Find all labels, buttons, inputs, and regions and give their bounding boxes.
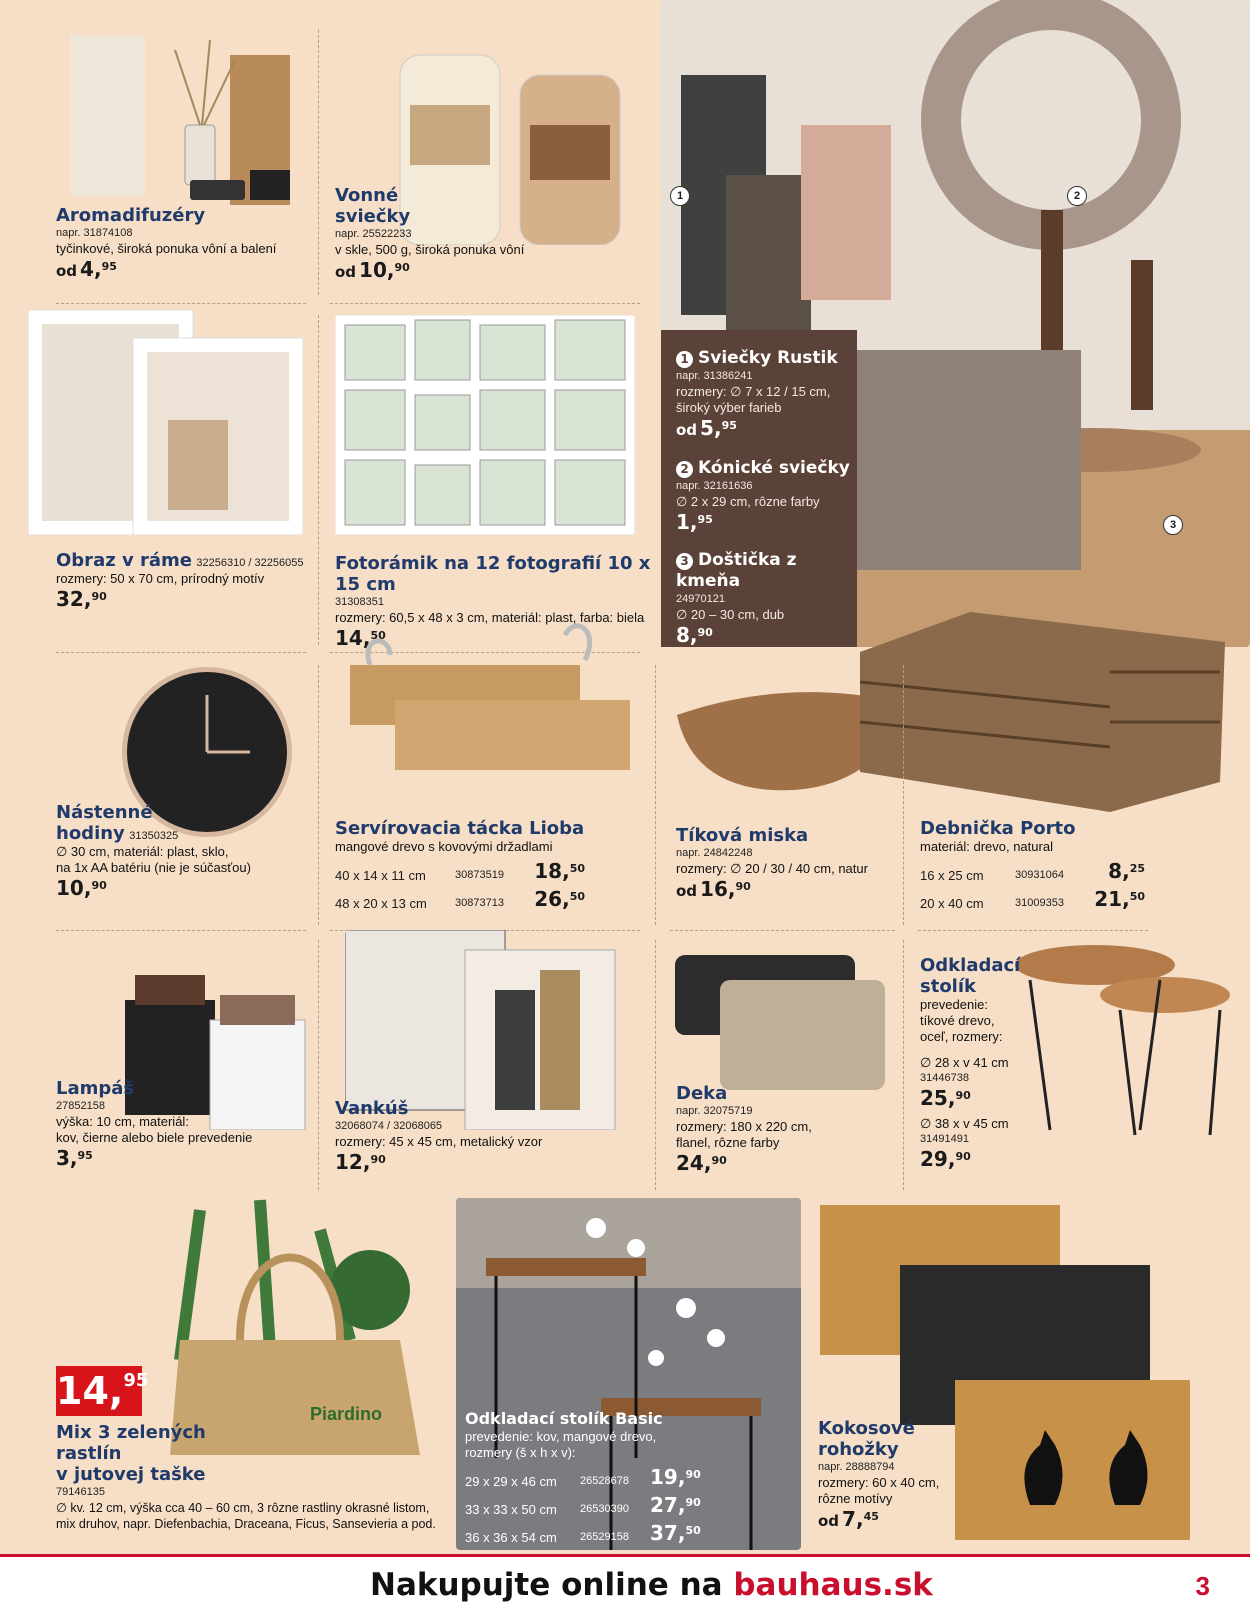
candles-title-2: sviečky (335, 206, 411, 227)
debnicka-desc: materiál: drevo, natural (920, 839, 1053, 854)
hodiny-desc-1: ∅ 30 cm, materiál: plast, sklo, (56, 844, 229, 859)
stolik-v1-price: 25,90 (920, 1086, 971, 1110)
obraz-codes: 32256310 / 32256055 (196, 557, 304, 569)
vankus-title: Vankúš (335, 1098, 409, 1119)
rastliny-price-badge: 14,95 (56, 1366, 142, 1416)
stolik-v2-size: ∅ 38 x v 45 cm (920, 1116, 1009, 1131)
tacka-title: Servírovacia tácka Lioba (335, 818, 585, 839)
fotoramik-desc: rozmery: 60,5 x 48 x 3 cm, materiál: plast, farba: biela (335, 610, 645, 625)
aroma-block (56, 205, 306, 283)
obraz-block (56, 550, 316, 611)
stolik-desc-1: prevedenie: (920, 997, 988, 1012)
rustik-code: napr. 31386241 (676, 370, 753, 382)
rustik-price: od 5,95 (676, 416, 737, 440)
konicke-title: 2 Kónické sviečky (676, 458, 856, 479)
candles-price: od 10,90 (335, 258, 410, 282)
table-row: 48 x 20 x 13 cm 30873713 26,50 (335, 887, 585, 911)
debnicka-block (920, 818, 1150, 915)
stolik-desc-2: tíkové drevo, (920, 1013, 995, 1028)
table-row: 29 x 29 x 46 cm 26528678 19,90 (465, 1465, 701, 1489)
candles-block (335, 185, 635, 284)
table-row: 20 x 40 cm 31009353 21,50 (920, 887, 1145, 911)
stolik-v1-size: ∅ 28 x v 41 cm (920, 1055, 1009, 1070)
miska-desc: rozmery: ∅ 20 / 30 / 40 cm, natur (676, 861, 868, 876)
lampas-code: 27852158 (56, 1100, 105, 1112)
stolik-title-2: stolík (920, 976, 976, 997)
candles-code: napr. 25522233 (335, 228, 412, 240)
hodiny-desc-2: na 1x AA batériu (nie je súčasťou) (56, 860, 251, 875)
aroma-desc: tyčinkové, široká ponuka vôní a balení (56, 241, 277, 256)
rohozky-desc-2: rôzne motívy (818, 1491, 893, 1506)
deka-price: 24,90 (676, 1151, 727, 1175)
hodiny-title-2: hodiny (56, 823, 125, 844)
aroma-diffuser-image (60, 30, 300, 205)
aroma-price: od 4,95 (56, 257, 117, 281)
rohozky-code: napr. 28888794 (818, 1461, 895, 1473)
candles-title-1: Vonné (335, 185, 399, 206)
vankus-block (335, 1098, 635, 1174)
basic-desc-2: rozmery (š x h x v): (465, 1445, 576, 1460)
rastliny-desc-1: ∅ kv. 12 cm, výška cca 40 – 60 cm, 3 rôzne rastliny okrasné listom, (56, 1501, 430, 1515)
rohozky-desc-1: rozmery: 60 x 40 cm, (818, 1475, 940, 1490)
obraz-desc: rozmery: 50 x 70 cm, prírodný motív (56, 571, 265, 586)
footer-link[interactable]: bauhaus.sk (733, 1567, 933, 1603)
footer (0, 1554, 1250, 1622)
stolik-title-1: Odkladací (920, 955, 1021, 976)
lampas-price: 3,95 (56, 1146, 93, 1170)
rustik-desc-1: rozmery: ∅ 7 x 12 / 15 cm, (676, 384, 831, 399)
rastliny-block (56, 1422, 456, 1532)
tacka-desc: mangové drevo s kovovými držadlami (335, 839, 553, 854)
rastliny-title-3: v jutovej taške (56, 1464, 206, 1485)
table-row: 16 x 25 cm 30931064 8,25 (920, 859, 1145, 883)
aroma-title: Aromadifuzéry (56, 205, 206, 226)
stolik-block (920, 955, 1040, 1171)
lampas-desc-2: kov, čierne alebo biele prevedenie (56, 1130, 253, 1145)
fotoramik-price: 14,50 (335, 626, 386, 650)
dosticka-price: 8,90 (676, 623, 713, 647)
fotoramik-title: Fotorámik na 12 fotografií 10 x 15 cm (335, 553, 651, 595)
hodiny-code: 31350325 (129, 830, 179, 842)
miska-title: Tíková miska (676, 825, 809, 846)
tacka-table (335, 859, 585, 915)
marker-1: 1 (670, 186, 690, 206)
plants-jute-bag-image (120, 1190, 440, 1455)
stolik-v1-code: 31446738 (920, 1072, 969, 1084)
miska-block (676, 825, 886, 903)
obraz-price: 32,90 (56, 587, 107, 611)
konicke-price: 1,95 (676, 510, 713, 534)
aroma-code: napr. 31874108 (56, 227, 133, 239)
vankus-desc: rozmery: 45 x 45 cm, metalický vzor (335, 1134, 543, 1149)
basic-table (465, 1465, 701, 1549)
miska-price: od 16,90 (676, 877, 751, 901)
candles-desc: v skle, 500 g, široká ponuka vôní (335, 242, 525, 257)
table-row: 36 x 36 x 54 cm 26529158 37,50 (465, 1521, 701, 1545)
rohozky-title-2: rohožky (818, 1439, 899, 1460)
rohozky-price: od 7,45 (818, 1507, 879, 1531)
obraz-title: Obraz v ráme (56, 550, 192, 571)
basic-desc-1: prevedenie: kov, mangové drevo, (465, 1429, 657, 1444)
page-number: 3 (1195, 1571, 1210, 1601)
marker-2: 2 (1067, 186, 1087, 206)
basic-block (465, 1408, 705, 1549)
hodiny-block (56, 802, 316, 900)
basic-title: Odkladací stolík Basic (465, 1409, 663, 1428)
stolik-v2-code: 31491491 (920, 1133, 969, 1145)
serving-tray-image (350, 615, 635, 780)
rastliny-title-2: rastlín (56, 1443, 122, 1464)
debnicka-table (920, 859, 1145, 915)
lampas-title: Lampáš (56, 1078, 135, 1099)
rohozky-block (818, 1418, 958, 1533)
rastliny-title-1: Mix 3 zelených (56, 1422, 206, 1443)
vankus-code: 32068074 / 32068065 (335, 1120, 443, 1132)
deka-desc-1: rozmery: 180 x 220 cm, (676, 1119, 812, 1134)
rustik-title: 1 Sviečky Rustik (676, 348, 851, 369)
fotoramik-code: 31308351 (335, 596, 384, 608)
miska-code: napr. 24842248 (676, 847, 753, 859)
stolik-v2-price: 29,90 (920, 1147, 971, 1171)
side-table-image (1010, 940, 1235, 1140)
wooden-crate-image (860, 612, 1225, 812)
hodiny-price: 10,90 (56, 876, 107, 900)
rastliny-code: 79146135 (56, 1486, 105, 1498)
deka-title: Deka (676, 1083, 728, 1104)
dosticka-code: 24970121 (676, 593, 725, 605)
dosticka-desc: ∅ 20 – 30 cm, dub (676, 607, 785, 622)
blanket-image (670, 950, 890, 1090)
bag-brand-label: Piardino (310, 1404, 383, 1424)
marker-3: 3 (1163, 515, 1183, 535)
hodiny-title-1: Nástenné (56, 802, 153, 823)
rustik-desc-2: široký výber farieb (676, 400, 782, 415)
rohozky-title-1: Kokosové (818, 1418, 915, 1439)
debnicka-title: Debnička Porto (920, 818, 1076, 839)
vankus-price: 12,90 (335, 1150, 386, 1174)
deka-code: napr. 32075719 (676, 1105, 753, 1117)
photo-frame-image (335, 315, 635, 535)
lampas-desc-1: výška: 10 cm, materiál: (56, 1114, 189, 1129)
konicke-code: napr. 32161636 (676, 480, 753, 492)
lampas-block (56, 1078, 316, 1170)
footer-text: Nakupujte online na bauhaus.sk (370, 1567, 933, 1603)
stolik-desc-3: oceľ, rozmery: (920, 1029, 1003, 1044)
candles-info-panel (661, 330, 857, 647)
rastliny-desc-2: mix druhov, napr. Diefenbachia, Draceana, Ficus, Sansevieria a pod. (56, 1517, 436, 1531)
table-row: 33 x 33 x 50 cm 26530390 27,90 (465, 1493, 701, 1517)
table-row: 40 x 14 x 11 cm 30873519 18,50 (335, 859, 585, 883)
deka-block (676, 1083, 886, 1175)
tacka-block (335, 818, 585, 915)
dosticka-title: 3 Doštička z kmeňa (676, 550, 797, 591)
deka-desc-2: flanel, rôzne farby (676, 1135, 780, 1150)
konicke-desc: ∅ 2 x 29 cm, rôzne farby (676, 494, 820, 509)
picture-frame-image (28, 310, 303, 535)
